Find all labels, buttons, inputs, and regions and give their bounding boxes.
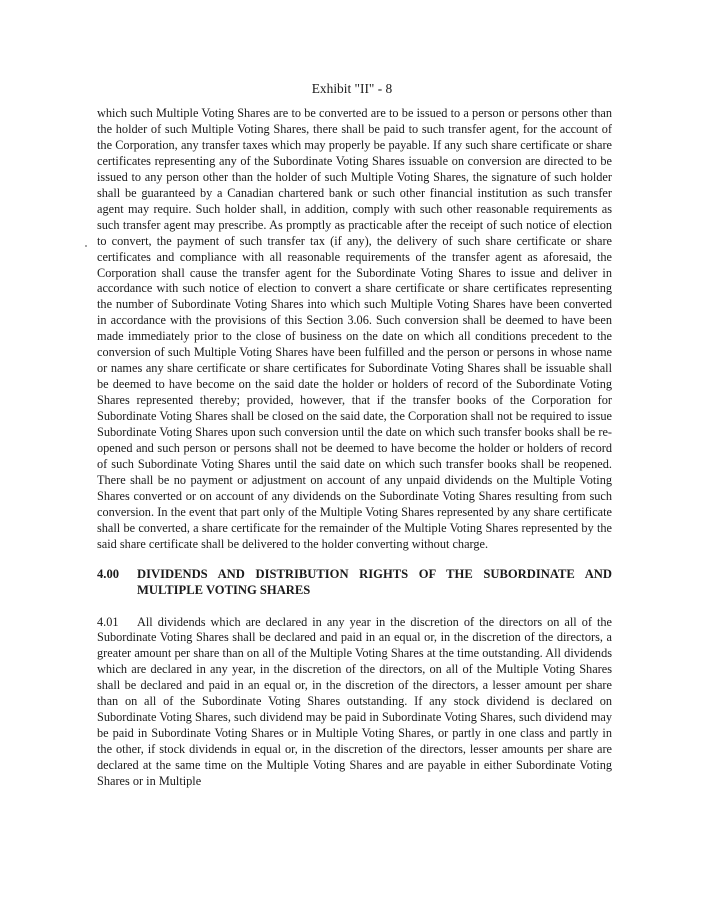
paragraph-4-01 — [97, 615, 612, 790]
paragraph-continuation: which such Multiple Voting Shares are to be converted are to be issued to a person or persons other than the holder of such Multiple Voting Shares, there shall be paid to such transfer agent, for the account of the Corporation, any transfer taxes which may properly be payable. If any such share certificate or share certificates representing any of the Subordinate Voting Shares issuable on conversion are directed to be issued to any person other than the holder of such Multiple Voting Shares, the signature of such holder shall be guaranteed by a Canadian chartered bank or such other financial institution as such transfer agent may require. Such holder shall, in addition, comply with such other reasonable requirements as such transfer agent may prescribe. As promptly as practicable after the receipt of such notice of election to convert, the payment of such transfer tax (if any), the delivery of such share certificate or share certificates and compliance with all reasonable requirements of the transfer agent as aforesaid, the Corporation shall cause the transfer agent for the Subordinate Voting Shares to issue and deliver in accordance with such notice of election to convert a share certificate or share certificates representing the number of Subordinate Voting Shares into which such Multiple Voting Shares have been converted in accordance with the provisions of this Section 3.06. Such conversion shall be deemed to have been made immediately prior to the close of business on the date on which all conditions precedent to the conversion of such Multiple Voting Shares have been fulfilled and the person or persons in whose name or names any share certificate or share certificates for Subordinate Voting Shares shall be issuable shall be deemed to have become on the said date the holder or holders of record of the Subordinate Voting Shares represented thereby; provided, however, that if the transfer books of the Corporation for Subordinate Voting Shares shall be closed on the said date, the Corporation shall not be required to issue Subordinate Voting Shares upon such conversion until the date on which such transfer books shall be re-opened and such person or persons shall not be deemed to have become the holder or holders of record of such Subordinate Voting Shares until the said date on which such transfer books shall be reopened. There shall be no payment or adjustment on account of any unpaid dividends on the Multiple Voting Shares converted or on account of any dividends on the Subordinate Voting Shares resulting from such conversion. In the event that part only of the Multiple Voting Shares represented by any share certificate shall be converted, a share certificate for the remainder of the Multiple Voting Shares represented by the said share certificate shall be delivered to the holder converting without charge. — [97, 106, 612, 551]
section-heading — [97, 567, 612, 599]
paragraph-number: 4.01 — [97, 614, 119, 629]
paragraph-text: All dividends which are declared in any year in the discretion of the directors on all of the Subordinate Voting Shares shall be declared and paid in an equal or, in the discretion of the directors, a greater amount per share than on all of the Multiple Voting Shares at the time outstanding. All dividends which are declared in any year, in the discretion of the directors, on all of the Multiple Voting Shares shall be declared and paid in an equal or, in the discretion of the directors, a lesser amount per share than on all of the Subordinate Voting Shares outstanding. If any stock dividend is declared on Subordinate Voting Shares, such dividend may be paid in Subordinate Voting Shares, such dividend may be paid in Subordinate Voting Shares or in Multiple Voting Shares, or partly in one class and partly in the other, if stock dividends in equal or, in the discretion of the directors, lesser amounts per share are declared at the same time on the Multiple Voting Shares and are payable in either Subordinate Voting Shares or in Multiple — [97, 614, 612, 789]
page-header: Exhibit "II" - 8 — [311, 81, 393, 96]
document-body — [97, 106, 612, 790]
section-title: DIVIDENDS AND DISTRIBUTION RIGHTS OF THE SUBORDINATE AND MULTIPLE VOTING SHARES — [137, 566, 612, 597]
margin-mark — [85, 245, 87, 247]
section-number: 4.00 — [97, 566, 120, 581]
